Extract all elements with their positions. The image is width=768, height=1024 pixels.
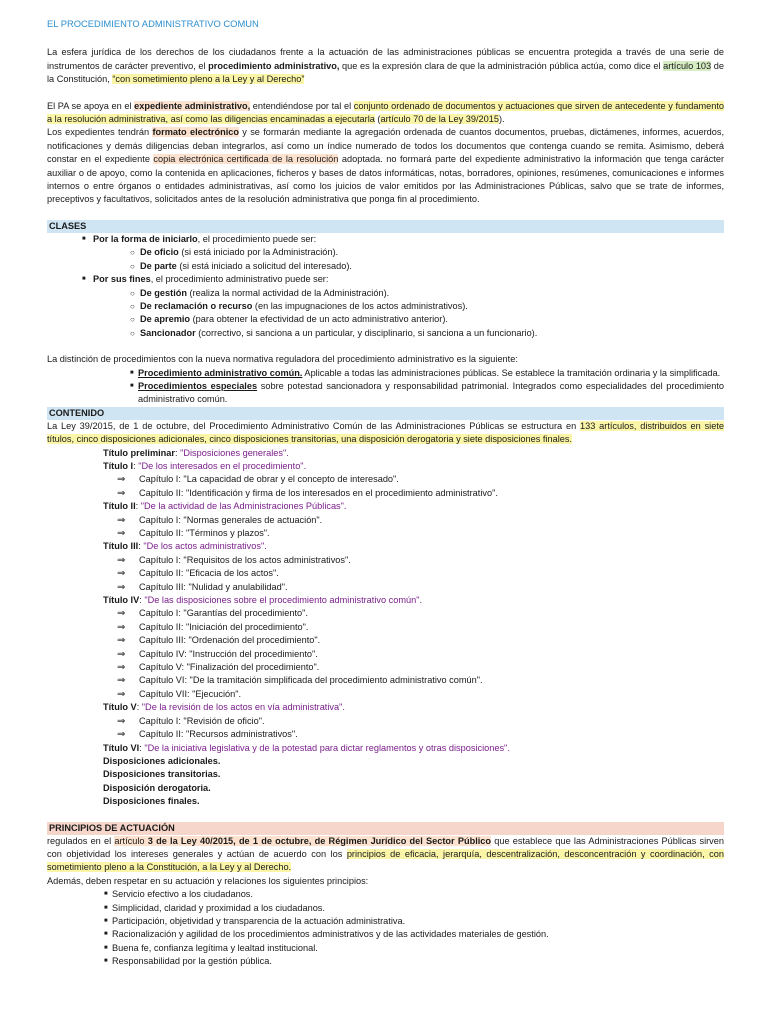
list-item [130, 287, 724, 300]
capitulo-row [103, 607, 724, 620]
capitulo-text: Capítulo III: "Nulidad y anulabilidad". [139, 581, 288, 592]
capitulo-text: Capítulo II: "Recursos administrativos". [139, 729, 298, 740]
item-text: (si está iniciado por la Administración). [178, 247, 339, 258]
arrow-right-icon: ⇒ [117, 635, 126, 647]
capitulo-row [103, 527, 724, 540]
capitulo-text: Capítulo I: "Normas generales de actuación". [139, 514, 323, 525]
principios-list [47, 888, 724, 968]
arrow-right-icon: ⇒ [117, 621, 126, 633]
table-of-contents [47, 447, 724, 809]
item-text: (realiza la normal actividad de la Administración). [186, 287, 390, 298]
capitulo-row [103, 581, 724, 594]
intro-text-3: de la Constitución, [47, 60, 724, 85]
titulo-name: "Disposiciones generales". [180, 447, 289, 458]
item-bold: De gestión [140, 287, 187, 298]
titulo-label: Título VI [103, 742, 140, 753]
disposiciones-finales: Disposiciones finales. [103, 796, 200, 807]
capitulo-text: Capítulo I: "La capacidad de obrar y el concepto de interesado". [139, 474, 399, 485]
clases-group-rest: , el procedimiento puede ser: [197, 233, 317, 244]
list-item [130, 380, 724, 407]
arrow-right-icon: ⇒ [117, 581, 126, 593]
principios-highlight-ley: 3 de la Ley 40/2015, de 1 de octubre, de Régimen Jurídico del Sector Público [147, 835, 492, 846]
pa-highlight-copia: copia electrónica certificada de la resolución [153, 154, 339, 165]
intro-paragraph [47, 46, 724, 86]
arrow-right-icon: ⇒ [117, 675, 126, 687]
titulo-label: Título IV [103, 595, 140, 606]
principios-text-1: regulados en el [47, 835, 115, 846]
list-item [130, 327, 724, 340]
titulo-label: Título preliminar [103, 447, 175, 458]
titulo-label: Título I [103, 460, 134, 471]
capitulo-row [103, 554, 724, 567]
distincion-list [47, 367, 724, 407]
pa-highlight-article70: artículo 70 de la Ley 39/2015 [380, 114, 499, 125]
arrow-right-icon: ⇒ [117, 729, 126, 741]
titulo-preliminar [103, 447, 724, 460]
item-text: (para obtener la efectividad de un acto administrativo anterior). [190, 314, 448, 325]
principios-highlight-list: principios de eficacia, jerarquía, descentralización, desconcentración y coordinación, con sometimiento pleno a la Constitución, a la Ley y al Derecho. [47, 848, 724, 873]
item-bold: De apremio [140, 314, 191, 325]
list-item: ■ Racionalización y agilidad de los procedimientos administrativos y de las actividades materiales de gestión. [104, 928, 724, 941]
clases-group-label: Por la forma de iniciarlo [93, 233, 198, 244]
capitulo-row [103, 688, 724, 701]
document-title: EL PROCEDIMIENTO ADMINISTRATIVO COMUN [47, 18, 259, 29]
clases-fines-items [47, 287, 724, 341]
principios-heading: PRINCIPIOS DE ACTUACIÓN [47, 822, 724, 835]
pa-text-7: adoptada. no formará parte del expediente administrativo la información que tenga carácter auxiliar o de apoyo, como la contenida en aplicaciones, ficheros y bases de datos informáticas, notas, borradores, opiniones, resúmenes, comunicaciones e informes internos o entre órganos o entidades administrativas, así como los juicios de valor emitidos por las Administraciones Públicas, salvo que se trate de informes, preceptivos y facultativos, solicitados antes de la resolución administrativa que ponga fin al procedimiento. [47, 154, 724, 205]
titulo-name: "De los actos administrativos". [143, 541, 267, 552]
capitulo-text: Capítulo II: "Iniciación del procedimiento". [139, 621, 309, 632]
arrow-right-icon: ⇒ [117, 487, 126, 499]
titulo-name: "De los interesados en el procedimiento". [138, 460, 307, 471]
intro-bold: procedimiento administrativo, [208, 60, 340, 71]
capitulo-text: Capítulo II: "Eficacia de los actos". [139, 568, 279, 579]
item-bold: Sancionador [140, 327, 196, 338]
list-item: ■ Participación, objetividad y transparencia de la actuación administrativa. [104, 915, 724, 928]
capitulo-row [103, 567, 724, 580]
intro-text-2: que es la expresión clara de que la administración pública actúa, como dice el [339, 60, 664, 71]
capitulo-text: Capítulo III: "Ordenación del procedimiento". [139, 635, 321, 646]
list-item [130, 367, 724, 380]
pa-highlight-formato: formato electrónico [152, 127, 239, 138]
item-text: sobre potestad sancionadora y responsabilidad patrimonial. Integrados como especialidades del procedimiento administrativo común. [138, 380, 724, 405]
principios-highlight-article: artículo [114, 835, 148, 846]
pa-text-5: Los expedientes tendrán [47, 127, 153, 138]
capitulo-row [103, 674, 724, 687]
arrow-right-icon: ⇒ [117, 528, 126, 539]
titulo-name: "De la iniciativa legislativa y de la potestad para dictar reglamentos y otras disposiciones". [144, 742, 510, 753]
capitulo-text: Capítulo V: "Finalización del procedimiento". [139, 662, 320, 673]
clases-list-2 [47, 273, 724, 286]
list-item: ■ Responsabilidad por la gestión pública. [104, 955, 724, 968]
clases-list [47, 233, 724, 246]
titulo-v: Título V: "De la revisión de los actos en vía administrativa". [103, 702, 345, 713]
capitulo-row [103, 514, 724, 527]
capitulo-text: Capítulo II: "Identificación y firma de los interesados en el procedimiento administrativo". [139, 487, 498, 498]
pa-highlight-definition: conjunto ordenado de documentos y actuaciones que sirven de antecedente y fundamento a la resolución administrativa, así como las diligencias encaminadas a ejecutarla [47, 100, 724, 125]
arrow-right-icon: ⇒ [117, 554, 126, 566]
capitulo-text: Capítulo II: "Términos y plazos". [139, 528, 270, 538]
disposiciones-adicionales: Disposiciones adicionales. [103, 755, 221, 766]
expedientes-paragraph [47, 126, 724, 206]
intro-text-1: La esfera jurídica de los derechos de los ciudadanos frente a la actuación de las administraciones públicas se encuentra protegida a través de una serie de instrumentos de carácter preventivo, el [47, 47, 724, 71]
clases-group-fines [82, 273, 724, 286]
clases-group-inicio [82, 233, 724, 246]
item-bold: De parte [140, 260, 177, 271]
principios-ademas: Además, deben respetar en su actuación y relaciones los siguientes principios: [47, 875, 369, 886]
item-text: Aplicable a todas las administraciones públicas. Se establece la tramitación ordinaria y la simplificada. [302, 367, 721, 378]
capitulo-text: Capítulo I: "Requisitos de los actos administrativos". [139, 554, 351, 565]
arrow-right-icon: ⇒ [117, 715, 126, 727]
disposiciones-transitorias: Disposiciones transitorias. [103, 769, 221, 780]
clases-group-rest: , el procedimiento administrativo puede ser: [150, 274, 329, 285]
list-item: ■ Simplicidad, claridad y proximidad a los ciudadanos. [104, 902, 724, 915]
capitulo-text: Capítulo IV: "Instrucción del procedimiento". [139, 648, 318, 659]
capitulo-row [103, 487, 724, 500]
titulo-label: Título III [103, 541, 139, 552]
arrow-right-icon: ⇒ [117, 568, 126, 580]
principios-text-2: que establece que las Administraciones Públicas sirven con objetividad los intereses generales y actúan de acuerdo con los [47, 835, 724, 859]
capitulo-text: Capítulo I: "Revisión de oficio". [139, 715, 265, 726]
arrow-right-icon: ⇒ [117, 688, 126, 700]
capitulo-text: Capítulo I: "Garantías del procedimiento". [139, 608, 308, 619]
item-bold: Procedimiento administrativo común. [138, 367, 303, 378]
capitulo-text: Capítulo VI: "De la tramitación simplificada del procedimiento administrativo común". [139, 675, 483, 686]
intro-highlight-article: artículo 103 [663, 60, 712, 71]
document-page [47, 17, 724, 969]
titulo-label: Título II [103, 501, 136, 512]
item-text: (correctivo, si sanciona a un particular, y disciplinario, si sanciona a un funcionario). [195, 327, 538, 338]
capitulo-row [103, 634, 724, 647]
titulo-sep: : [174, 447, 181, 458]
list-item [130, 260, 724, 273]
titulo-label: Título V [103, 702, 137, 713]
arrow-right-icon: ⇒ [117, 648, 126, 660]
contenido-text: La Ley 39/2015, de 1 de octubre, del Procedimiento Administrativo Común de las Administraciones Públicas se estructura en [47, 420, 580, 431]
pa-text-3: ( [374, 114, 381, 125]
item-bold: Procedimientos especiales [138, 380, 258, 391]
intro-highlight-quote: “con sometimiento pleno a la Ley y al Derecho” [112, 74, 305, 85]
clases-inicio-items [47, 246, 724, 273]
titulo-name: "De la actividad de las Administraciones Públicas". [140, 501, 347, 512]
capitulo-text: Capítulo VII: "Ejecución". [139, 688, 242, 699]
arrow-right-icon: ⇒ [117, 514, 126, 526]
list-item [130, 300, 724, 313]
pa-highlight-expediente: expediente administrativo, [134, 100, 251, 111]
principios-paragraph [47, 835, 724, 875]
list-item [130, 246, 724, 259]
pa-text-6: y se formarán mediante la agregación ordenada de cuantos documentos, pruebas, dictámenes, informes, acuerdos, notificaciones y demás diligencias deban integrarlos, así como un índice numerado de todos los documentos que contenga cuando se remita. Asimismo, deberá constar en el expediente [47, 127, 725, 165]
capitulo-row [103, 715, 724, 728]
pa-text-1: El PA se apoya en el [47, 100, 135, 111]
pa-text-2: entendiéndose por tal el [250, 100, 354, 111]
capitulo-row [103, 661, 724, 674]
list-item: ■ Servicio efectivo a los ciudadanos. [104, 888, 724, 901]
list-item [130, 313, 724, 326]
capitulo-row [103, 473, 724, 486]
item-bold: De oficio [140, 247, 179, 258]
distincion-text: La distinción de procedimientos con la nueva normativa reguladora del procedimiento administrativo es la siguiente: [47, 354, 518, 365]
titulo-i: Título I: "De los interesados en el procedimiento". [103, 460, 307, 471]
titulo-iii: Título III: "De los actos administrativos". [103, 541, 267, 552]
clases-group-label: Por sus fines [93, 274, 151, 285]
titulo-vi: Título VI: "De la iniciativa legislativa y de la potestad para dictar reglamentos y otras disposiciones". [103, 742, 510, 753]
arrow-right-icon: ⇒ [117, 662, 126, 674]
disposicion-derogatoria: Disposición derogatoria. [103, 782, 211, 793]
titulo-name: "De la revisión de los actos en vía administrativa". [141, 702, 345, 713]
contenido-highlight: 133 artículos, distribuidos en siete títulos, cinco disposiciones adicionales, cinco disposiciones transitorias, una disposición derogatoria y siete disposiciones finales. [47, 420, 724, 445]
titulo-ii: Título II: "De la actividad de las Administraciones Públicas". [103, 501, 347, 512]
capitulo-row [103, 621, 724, 634]
arrow-right-icon: ⇒ [117, 474, 126, 486]
item-text: (si está iniciado a solicitud del interesado). [176, 260, 352, 271]
titulo-name: "De las disposiciones sobre el procedimiento administrativo común". [144, 595, 423, 606]
contenido-intro [47, 420, 724, 447]
capitulo-row [103, 648, 724, 661]
capitulo-row [103, 728, 724, 741]
titulo-iv: Título IV: "De las disposiciones sobre el procedimiento administrativo común". [103, 595, 423, 606]
item-bold: De reclamación o recurso [140, 300, 253, 311]
clases-heading: CLASES [47, 220, 724, 233]
list-item: ■ Buena fe, confianza legítima y lealtad institucional. [104, 942, 724, 955]
pa-text-4: ). [499, 114, 505, 125]
contenido-heading: CONTENIDO [47, 407, 724, 420]
arrow-right-icon: ⇒ [117, 608, 126, 620]
pa-paragraph [47, 100, 724, 127]
item-text: (en las impugnaciones de los actos administrativos). [252, 300, 468, 311]
